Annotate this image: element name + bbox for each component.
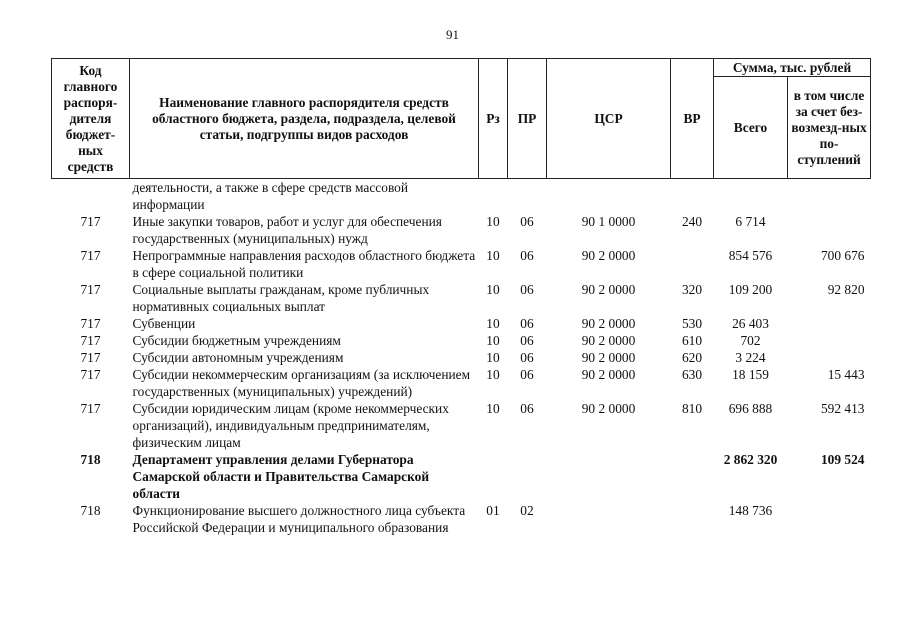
table-row <box>52 502 871 536</box>
row-name: Субсидии некоммерческим организациям (за исключением государственных (муниципальных) учреждений) <box>132 367 471 399</box>
row-total: 26 403 <box>732 316 769 331</box>
table-row <box>52 400 871 451</box>
row-name: Функционирование высшего должностного лица субъекта Российской Федерации и муниципального образования <box>132 503 466 535</box>
row-rz: 01 <box>486 503 500 518</box>
header-code: Код главного распоря-дителя бюджет-ных средств <box>52 59 130 179</box>
row-name: Иные закупки товаров, работ и услуг для обеспечения государственных (муниципальных) нужд <box>132 214 442 246</box>
row-code <box>52 179 130 214</box>
row-csr: 90 2 0000 <box>581 248 636 263</box>
row-code: 717 <box>80 401 101 416</box>
table-row <box>52 332 871 349</box>
row-total: 6 714 <box>735 214 766 229</box>
row-code: 717 <box>80 214 101 229</box>
row-rz: 10 <box>486 316 500 331</box>
row-vr: 320 <box>681 282 703 297</box>
table-row <box>52 315 871 332</box>
row-name: Непрограммные направления расходов областного бюджета в сфере социальной политики <box>132 248 476 280</box>
row-csr: 90 2 0000 <box>581 367 636 382</box>
row-vr: 810 <box>681 401 703 416</box>
row-name: Субвенции <box>132 316 196 331</box>
row-pr: 02 <box>520 503 534 518</box>
row-rz: 10 <box>486 367 500 382</box>
row-name: Субсидии автономным учреждениям <box>132 350 344 365</box>
row-free: 592 413 <box>820 401 865 416</box>
row-total: 702 <box>740 333 761 348</box>
row-pr <box>508 179 547 214</box>
row-name: Социальные выплаты гражданам, кроме публичных нормативных социальных выплат <box>132 282 430 314</box>
table-row <box>52 281 871 315</box>
row-free: 15 443 <box>827 367 865 382</box>
header-total: Всего <box>714 77 788 179</box>
row-free <box>788 315 871 332</box>
row-total: 2 862 320 <box>723 452 778 467</box>
row-free: 700 676 <box>820 248 865 263</box>
row-pr: 06 <box>520 248 534 263</box>
table-row <box>52 349 871 366</box>
row-csr: 90 2 0000 <box>581 282 636 297</box>
row-code: 718 <box>80 503 101 518</box>
row-total: 3 224 <box>735 350 766 365</box>
row-code: 717 <box>80 248 101 263</box>
row-pr: 06 <box>520 401 534 416</box>
table-row <box>52 213 871 247</box>
row-free <box>788 179 871 214</box>
table-row <box>52 179 871 214</box>
row-name: Субсидии юридическим лицам (кроме некоммерческих организаций), индивидуальным предпринимателям, физическим лицам <box>132 401 449 450</box>
row-rz: 10 <box>486 350 500 365</box>
row-total: 109 200 <box>728 282 773 297</box>
table-row <box>52 451 871 502</box>
row-pr <box>508 451 547 502</box>
row-csr: 90 1 0000 <box>581 214 636 229</box>
row-csr <box>547 502 671 536</box>
row-pr: 06 <box>520 282 534 297</box>
row-pr: 06 <box>520 333 534 348</box>
row-total: 696 888 <box>728 401 773 416</box>
row-csr: 90 2 0000 <box>581 401 636 416</box>
row-rz: 10 <box>486 333 500 348</box>
row-rz: 10 <box>486 248 500 263</box>
row-code: 718 <box>80 452 101 467</box>
row-vr: 610 <box>681 333 703 348</box>
row-free <box>788 502 871 536</box>
row-code: 717 <box>80 316 101 331</box>
header-sum: Сумма, тыс. рублей <box>714 59 871 77</box>
row-total: 854 576 <box>728 248 773 263</box>
row-rz <box>479 451 508 502</box>
row-vr: 530 <box>681 316 703 331</box>
row-free: 92 820 <box>827 282 865 297</box>
header-free: в том числе за счет без-возмезд-ных по-ступлений <box>788 77 871 179</box>
row-code: 717 <box>80 333 101 348</box>
row-free <box>788 213 871 247</box>
table-header <box>52 59 871 179</box>
row-pr: 06 <box>520 214 534 229</box>
row-vr <box>671 451 714 502</box>
row-rz <box>479 179 508 214</box>
row-code: 717 <box>80 367 101 382</box>
row-name: Департамент управления делами Губернатора Самарской области и Правительства Самарской области <box>132 452 430 501</box>
header-vr: ВР <box>671 59 714 179</box>
row-free <box>788 349 871 366</box>
row-vr <box>671 179 714 214</box>
row-free: 109 524 <box>820 452 865 467</box>
row-name: деятельности, а также в сфере средств массовой информации <box>132 180 409 212</box>
page-number: 91 <box>446 27 459 42</box>
row-vr <box>671 502 714 536</box>
header-name: Наименование главного распорядителя средств областного бюджета, раздела, подраздела, целевой статьи, подгруппы видов расходов <box>130 59 479 179</box>
row-rz: 10 <box>486 401 500 416</box>
row-code: 717 <box>80 350 101 365</box>
row-rz: 10 <box>486 282 500 297</box>
row-code: 717 <box>80 282 101 297</box>
row-name: Субсидии бюджетным учреждениям <box>132 333 341 348</box>
row-csr <box>547 179 671 214</box>
budget-table <box>51 58 871 536</box>
row-csr: 90 2 0000 <box>581 333 636 348</box>
header-pr: ПР <box>508 59 547 179</box>
row-pr: 06 <box>520 350 534 365</box>
table-row <box>52 366 871 400</box>
table-body <box>52 179 871 537</box>
row-csr: 90 2 0000 <box>581 316 636 331</box>
row-csr: 90 2 0000 <box>581 350 636 365</box>
row-total <box>714 179 788 214</box>
header-rz: Рз <box>479 59 508 179</box>
row-pr: 06 <box>520 316 534 331</box>
row-free <box>788 332 871 349</box>
table-row <box>52 247 871 281</box>
row-pr: 06 <box>520 367 534 382</box>
row-vr: 630 <box>681 367 703 382</box>
row-rz: 10 <box>486 214 500 229</box>
row-total: 148 736 <box>728 503 773 518</box>
row-vr <box>671 247 714 281</box>
row-vr: 620 <box>681 350 703 365</box>
row-csr <box>547 451 671 502</box>
header-csr: ЦСР <box>547 59 671 179</box>
row-total: 18 159 <box>732 367 769 382</box>
row-vr: 240 <box>681 214 703 229</box>
